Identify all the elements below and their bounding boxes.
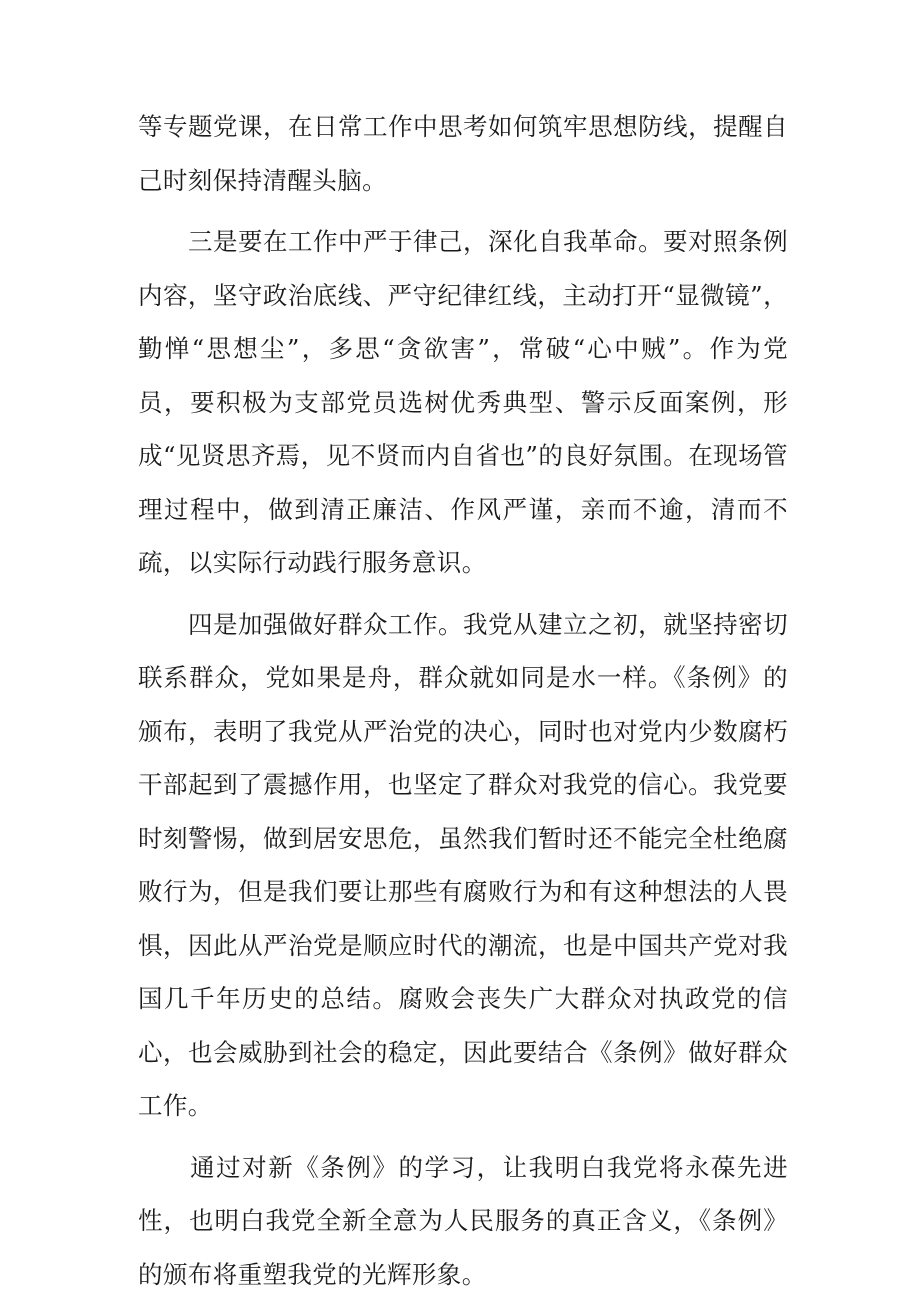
paragraph-continuation: 等专题党课，在日常工作中思考如何筑牢思想防线，提醒自己时刻保持清醒头脑。 [138,112,788,195]
document-body [138,100,788,1301]
paragraph-point-three: 三是要在工作中严于律己，深化自我革命。要对照条例内容，坚守政治底线、严守纪律红线，主动打开“显微镜”，勤惮“思想尘”，多思“贪欲害”，常破“心中贼”。作为党员，要积极为支部党员选树优秀典型、警示反面案例，形成“见贤思齐焉，见不贤而内自省也”的良好氛围。在现场管理过程中，做到清正廉洁、作风严谨，亲而不逾，清而不疏，以实际行动践行服务意识。 [138,227,788,577]
paragraph-point-four: 四是加强做好群众工作。我党从建立之初，就坚持密切联系群众，党如果是舟，群众就如同是水一样。《条例》的颁布，表明了我党从严治党的决心，同时也对党内少数腐朽干部起到了震撼作用，也坚定了群众对我党的信心。我党要时刻警惕，做到居安思危，虽然我们暂时还不能完全杜绝腐败行为，但是我们要让那些有腐败行为和有这种想法的人畏惧，因此从严治党是顺应时代的潮流，也是中国共产党对我国几千年历史的总结。腐败会丧失广大群众对执政党的信心，也会威胁到社会的稳定，因此要结合《条例》做好群众工作。 [138,609,788,1120]
paragraph-conclusion: 通过对新《条例》的学习，让我明白我党将永葆先进性，也明白我党全新全意为人民服务的真正含义，《条例》的颁布将重塑我党的光辉形象。 [138,1152,788,1289]
